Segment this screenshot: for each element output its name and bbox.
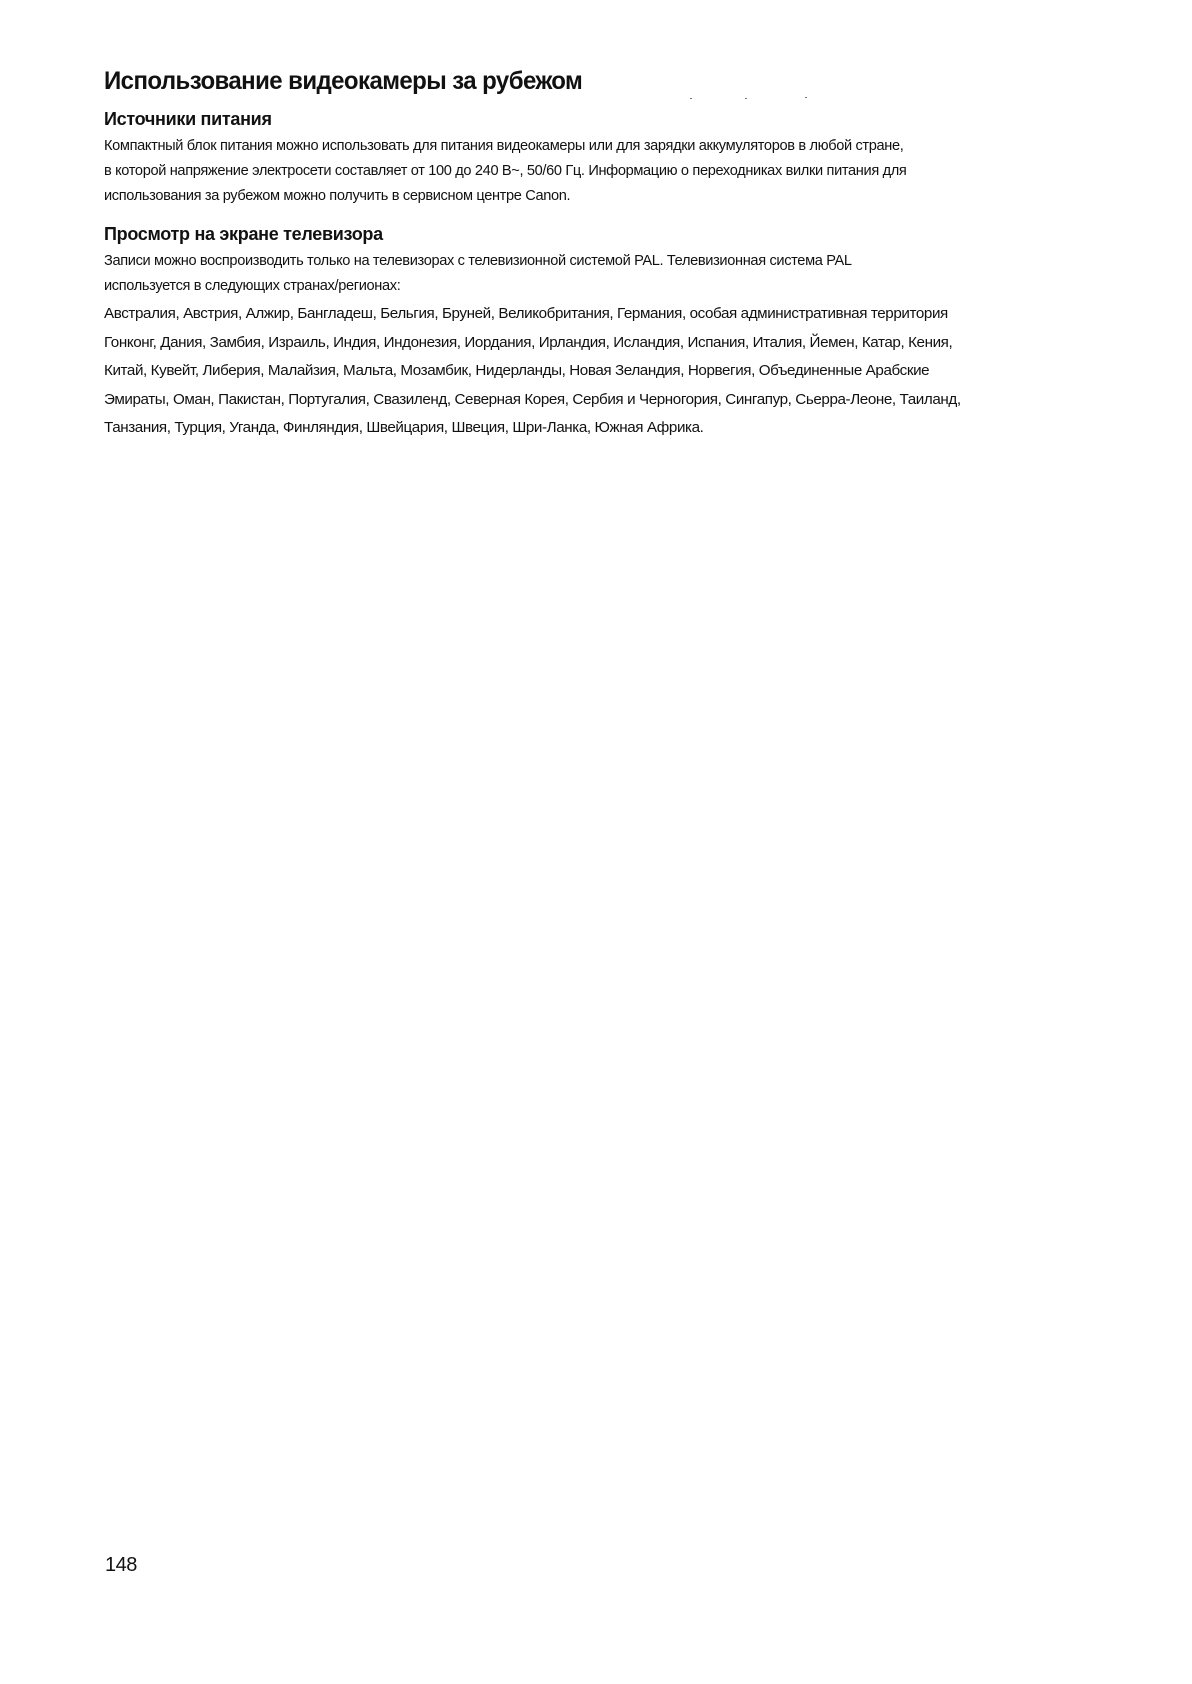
text-line: Компактный блок питания можно использовать для питания видеокамеры или для зарядки аккумуляторов в любой стране,	[104, 138, 904, 154]
page-content	[104, 66, 1094, 443]
pal-countries-list	[104, 300, 1094, 443]
text-line: Записи можно воспроизводить только на телевизорах с телевизионной системой PAL. Телевизионная система PAL	[104, 253, 852, 269]
text-line: Танзания, Турция, Уганда, Финляндия, Швейцария, Швеция, Шри-Ланка, Южная Африка.	[104, 419, 704, 436]
text-line: Гонконг, Дания, Замбия, Израиль, Индия, Индонезия, Иордания, Ирландия, Исландия, Испания, Италия, Йемен, Катар, Кения,	[104, 333, 953, 351]
text-line: использования за рубежом можно получить в сервисном центре Canon.	[104, 188, 571, 204]
power-sources-section	[104, 108, 1094, 209]
text-line: Китай, Кувейт, Либерия, Малайзия, Мальта, Мозамбик, Нидерланды, Новая Зеландия, Норвегия, Объединенные Арабские	[104, 362, 930, 379]
text-line: Австралия, Австрия, Алжир, Бангладеш, Бельгия, Бруней, Великобритания, Германия, особая административная территория	[104, 305, 948, 322]
page-number: 148	[105, 1554, 137, 1576]
tv-viewing-heading: Просмотр на экране телевизора	[104, 224, 383, 244]
tv-viewing-section	[104, 223, 1094, 443]
power-sources-text	[104, 134, 1094, 209]
power-sources-heading: Источники питания	[104, 109, 272, 129]
page-title: Использование видеокамеры за рубежом	[104, 67, 583, 95]
tv-viewing-intro	[104, 249, 1094, 299]
text-line: в которой напряжение электросети составляет от 100 до 240 В~, 50/60 Гц. Информацию о переходниках вилки питания для	[104, 163, 907, 179]
text-line: используется в следующих странах/регионах:	[104, 278, 401, 294]
text-line: Эмираты, Оман, Пакистан, Португалия, Свазиленд, Северная Корея, Сербия и Черногория, Сингапур, Сьерра-Леоне, Таиланд,	[104, 390, 961, 408]
